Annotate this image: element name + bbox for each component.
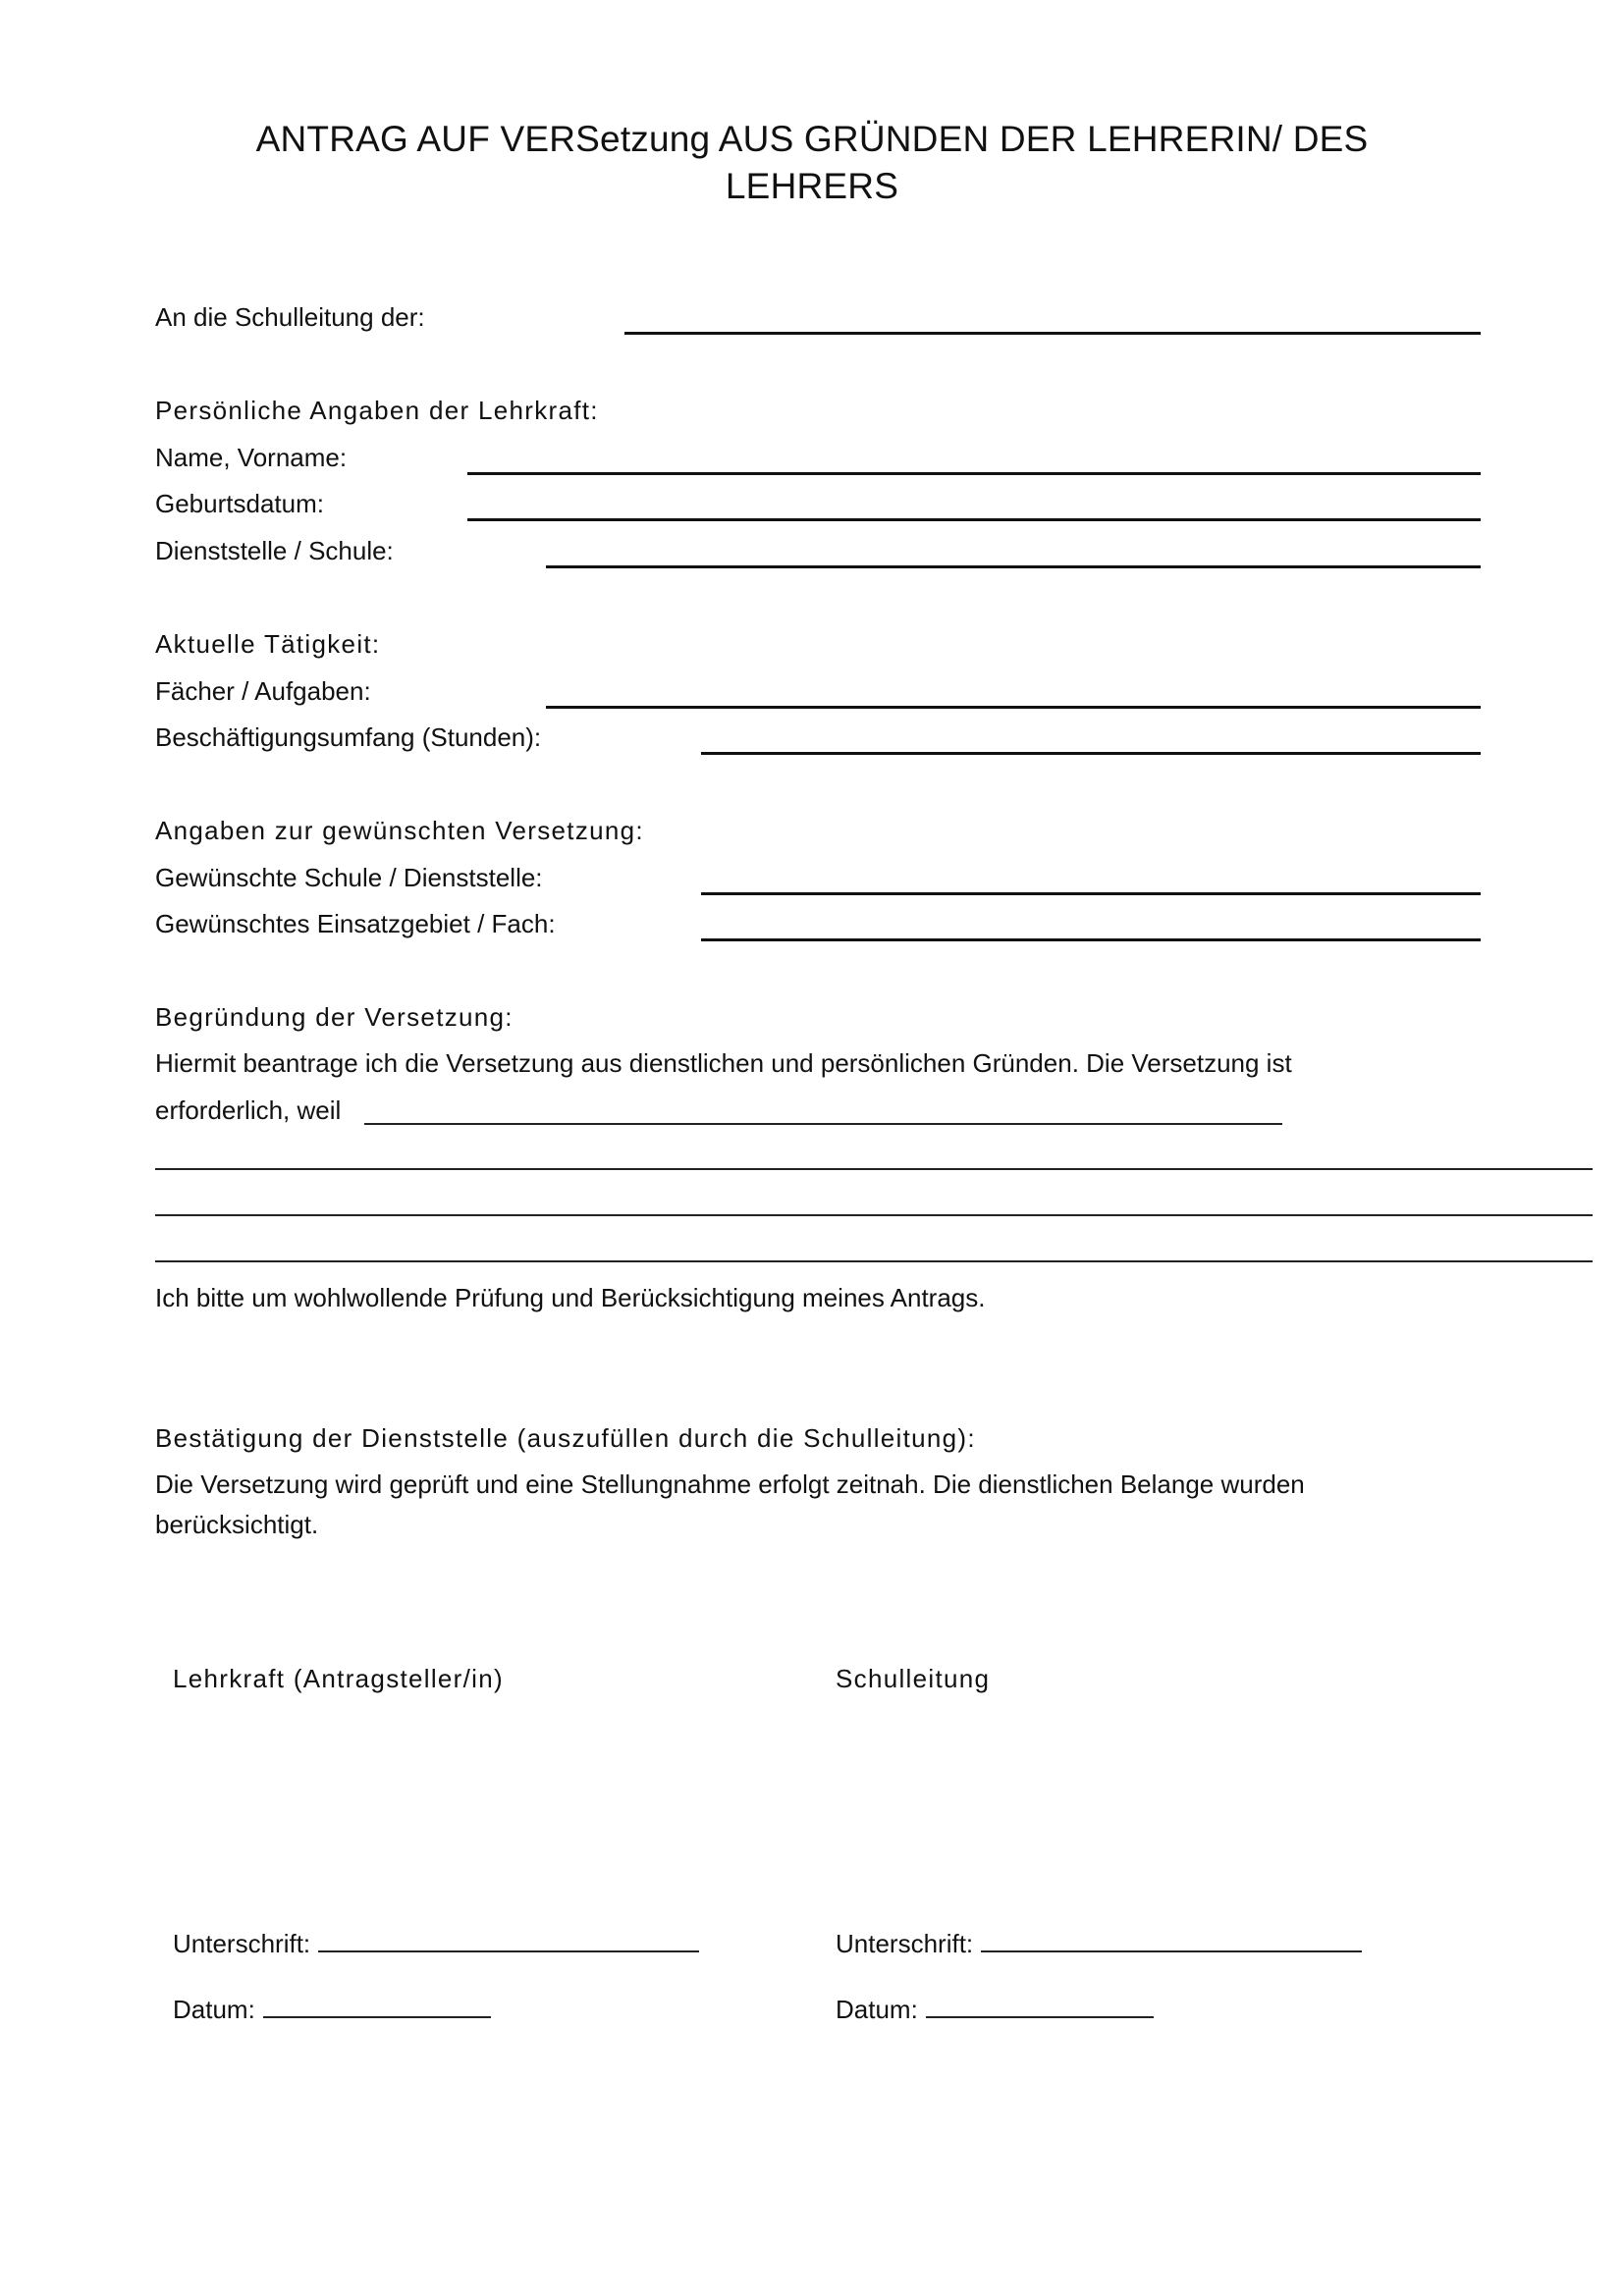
reason-fill-line-2[interactable] [155, 1168, 1593, 1170]
hours-field[interactable] [701, 752, 1481, 755]
date-right-field[interactable] [926, 2016, 1154, 2018]
signature-right-label: Unterschrift: [836, 1929, 974, 1958]
desired-area-label: Gewünschtes Einsatzgebiet / Fach: [155, 909, 556, 938]
date-right-label: Datum: [836, 1995, 918, 2024]
subjects-label: Fächer / Aufgaben: [155, 676, 371, 706]
title-line-1: ANTRAG AUF VERSetzung AUS GRÜNDEN DER LEHRERIN/ DES [255, 119, 1369, 159]
name-label: Name, Vorname: [155, 443, 348, 472]
date-left-label: Datum: [173, 1995, 255, 2024]
signature-right-heading: Schulleitung [836, 1664, 991, 1693]
date-left-row [173, 1993, 491, 2026]
addressee-label: An die Schulleitung der: [155, 302, 425, 332]
signature-right-row [836, 1927, 1362, 1960]
subjects-field[interactable] [546, 706, 1481, 709]
confirmation-heading: Bestätigung der Dienststelle (auszufüllen durch die Schulleitung): [155, 1423, 976, 1453]
date-right-row [836, 1993, 1154, 2026]
desired-area-field[interactable] [701, 938, 1481, 941]
activity-heading: Aktuelle Tätigkeit: [155, 629, 381, 659]
hours-label: Beschäftigungsumfang (Stunden): [155, 722, 542, 752]
office-label: Dienststelle / Schule: [155, 536, 394, 565]
title-line-2: LEHRERS [725, 166, 899, 206]
birthdate-label: Geburtsdatum: [155, 489, 324, 518]
confirmation-line-2: berücksichtigt. [155, 1510, 319, 1539]
personal-heading: Persönliche Angaben der Lehrkraft: [155, 396, 599, 425]
reason-heading: Begründung der Versetzung: [155, 1002, 514, 1032]
reason-fill-line-4[interactable] [155, 1260, 1593, 1262]
reason-line-2: erforderlich, weil [155, 1095, 342, 1125]
reason-fill-line-3[interactable] [155, 1214, 1593, 1216]
desired-school-label: Gewünschte Schule / Dienststelle: [155, 863, 543, 892]
confirmation-line-1: Die Versetzung wird geprüft und eine Stellungnahme erfolgt zeitnah. Die dienstlichen Belange wurden [155, 1469, 1305, 1499]
name-field[interactable] [467, 472, 1481, 475]
signature-left-row [173, 1927, 699, 1960]
office-field[interactable] [546, 565, 1481, 568]
date-left-field[interactable] [263, 2016, 491, 2018]
signature-left-heading: Lehrkraft (Antragsteller/in) [173, 1664, 504, 1693]
desired-school-field[interactable] [701, 892, 1481, 895]
page-title [196, 116, 1428, 210]
signature-right-field[interactable] [981, 1950, 1362, 1952]
signature-left-field[interactable] [318, 1950, 699, 1952]
reason-line-1: Hiermit beantrage ich die Versetzung aus dienstlichen und persönlichen Gründen. Die Versetzung ist [155, 1048, 1292, 1078]
reason-closing: Ich bitte um wohlwollende Prüfung und Berücksichtigung meines Antrags. [155, 1283, 986, 1312]
signature-left-label: Unterschrift: [173, 1929, 311, 1958]
addressee-field[interactable] [624, 332, 1481, 335]
birthdate-field[interactable] [467, 518, 1481, 521]
reason-fill-line-1[interactable] [364, 1123, 1282, 1125]
transfer-heading: Angaben zur gewünschten Versetzung: [155, 816, 644, 845]
